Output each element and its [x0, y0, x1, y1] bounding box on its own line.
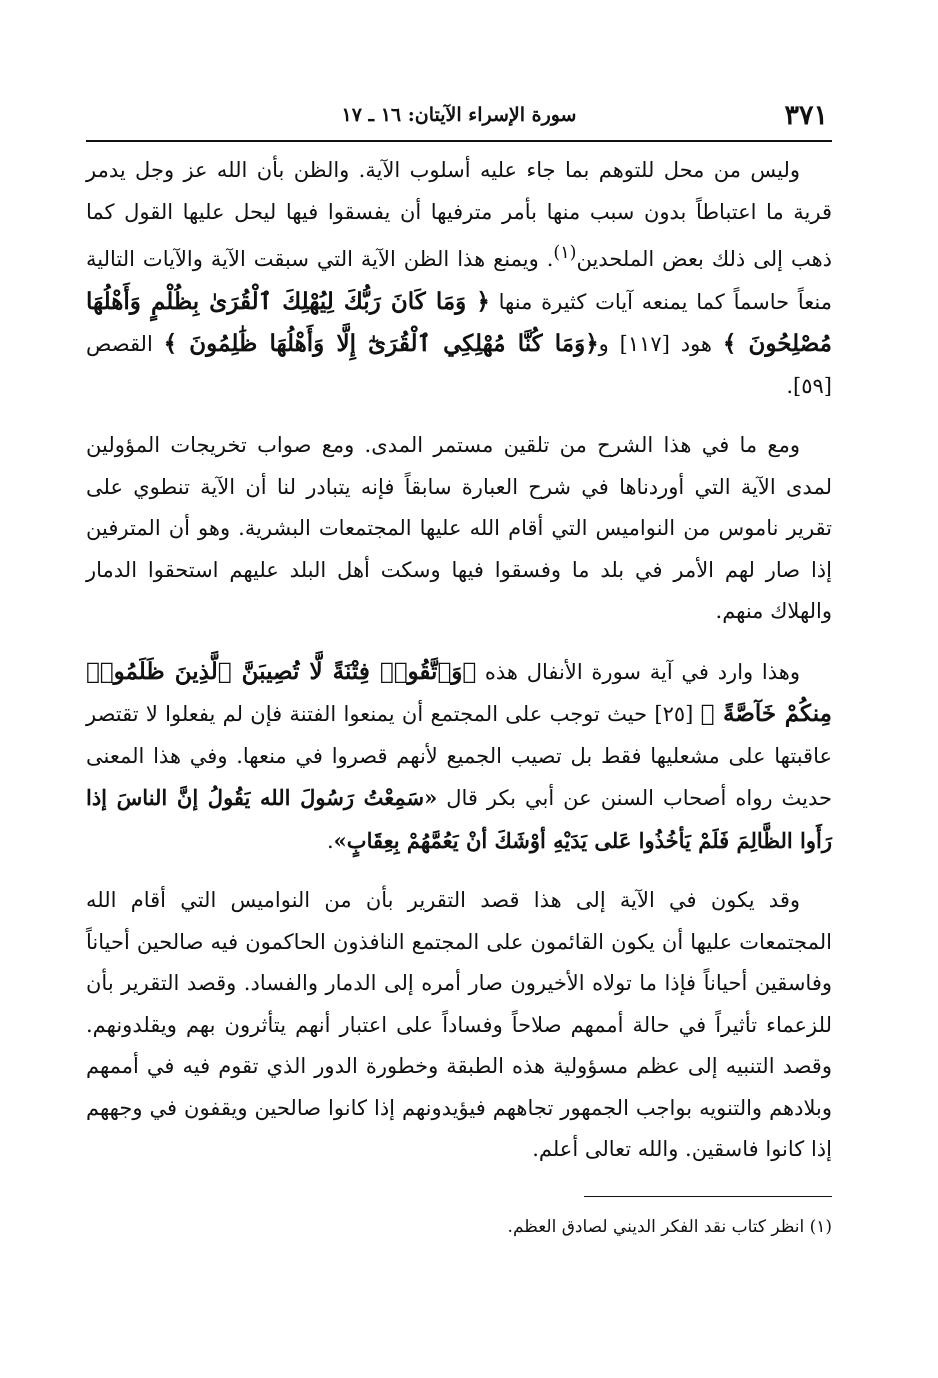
- paragraph-1-text-d: القصص [٥٩].: [86, 332, 832, 398]
- quran-verse-qasas-59: ﴿وَمَا كُنَّا مُهْلِكِي ٱلْقُرَىٰٓ إِلَّا وَأَهْلُهَا ظَٰلِمُونَ ﴾: [163, 330, 599, 357]
- page-number: ٣٧١: [784, 100, 828, 131]
- paragraph-3-text-c: .: [326, 828, 334, 853]
- paragraph-3-text-b: [٢٥] حيث توجب على المجتمع أن يمنعوا الفتنة فإن لم يفعلوا لا تقتصر عاقبتها على مشعليها فقط بل تصيب الجميع لأنهم قصروا في منعها. وفي هذا المعنى حديث رواه أصحاب السنن عن أبي بكر قال: [86, 702, 832, 810]
- paragraph-3: [86, 651, 832, 863]
- page-header: [86, 98, 832, 142]
- paragraph-1-text-b: . ويمنع هذا الظن الآية التي سبقت الآية والآيات التالية منعاً حاسماً كما يمنعه آيات كثيرة منها: [86, 247, 833, 314]
- paragraph-4: وقد يكون في الآية إلى هذا قصد التقرير بأن من النواميس التي أقام الله المجتمعات عليها أن يكون القائمون على المجتمع النافذون الحاكمون فيه صالحين أحياناً وفاسقين أحياناً فإذا ما تولاه الأخيرون صار أمره إلى الدمار والفساد. وقصد التقرير بأن للزعماء تأثيراً في حالة أممهم صلاحاً وفساداً على اعتبار أنهم يتأثرون بهم ويقلدونهم. وقصد التنبيه إلى عظم مسؤولية هذه الطبقة وخطورة الدور الذي تقوم فيه في أممهم وبلادهم والتنويه بواجب الجمهور تجاههم فيؤيدونهم إذا كانوا صالحين ويقفون في وجههم إذا كانوا فاسقين. والله تعالى أعلم.: [86, 888, 832, 1161]
- footnote-divider: [584, 1196, 832, 1197]
- paragraph-1: [86, 150, 832, 407]
- paragraph-1-text-a: وليس من محل للتوهم بما جاء عليه أسلوب الآية. والظن بأن الله عز وجل يدمر قرية ما اعتباطاً بدون سبب منها بأمر مترفيها أن يفسقوا فيها ليحل عليها القول كما ذهب إلى ذلك بعض الملحدين: [86, 158, 833, 271]
- footnote-marker: (١): [809, 1217, 832, 1237]
- footnote: [120, 1212, 832, 1242]
- hadith-quote: «سَمِعْتُ رَسُولَ الله يَقُولُ إنَّ الناسَ إذا رَأَوا الظَّالِمَ فَلَمْ يَأخُذُوا عَلى يَدَيْهِ أوْشَكَ أنْ يَعُمَّهُمْ بِعِقَابٍ»: [86, 785, 832, 853]
- quran-verse-hud-117: ﴿ وَمَا كَانَ رَبُّكَ لِيُهْلِكَ ٱلْقُرَىٰ بِظُلْمٍ وَأَهْلُهَا مُصْلِحُونَ ﴾: [86, 287, 832, 357]
- running-title: سورة الإسراء الآيتان: ١٦ ـ ١٧: [341, 104, 577, 126]
- body-text: [86, 150, 832, 1171]
- paragraph-2: ومع ما في هذا الشرح من تلقين مستمر المدى. ومع صواب تخريجات المؤولين لمدى الآية التي أوردناها في شرح العبارة سابقاً فإنه يتبادر لنا أن الآية تنطوي على تقرير ناموس من النواميس التي أقام الله عليها المجتمعات البشرية. وهو أن المترفين إذا صار لهم الأمر في بلد ما وفسقوا فيها وسكت أهل البلد عليهم استحقوا الدمار والهلاك منهم.: [86, 433, 832, 623]
- paragraph-1-text-c: هود [١١٧] و: [598, 332, 712, 356]
- quran-verse-anfal-25: ﴿وَٱتَّقُوا۟ فِتْنَةً لَّا تُصِيبَنَّ ٱلَّذِينَ ظَلَمُوا۟ مِنكُمْ خَآصَّةً ﴾: [86, 657, 832, 727]
- footnote-text: انظر كتاب نقد الفكر الديني لصادق العظم.: [507, 1217, 805, 1237]
- footnote-reference: (١): [553, 243, 577, 263]
- paragraph-3-text-a: وهذا وارد في آية سورة الأنفال هذه: [484, 659, 800, 684]
